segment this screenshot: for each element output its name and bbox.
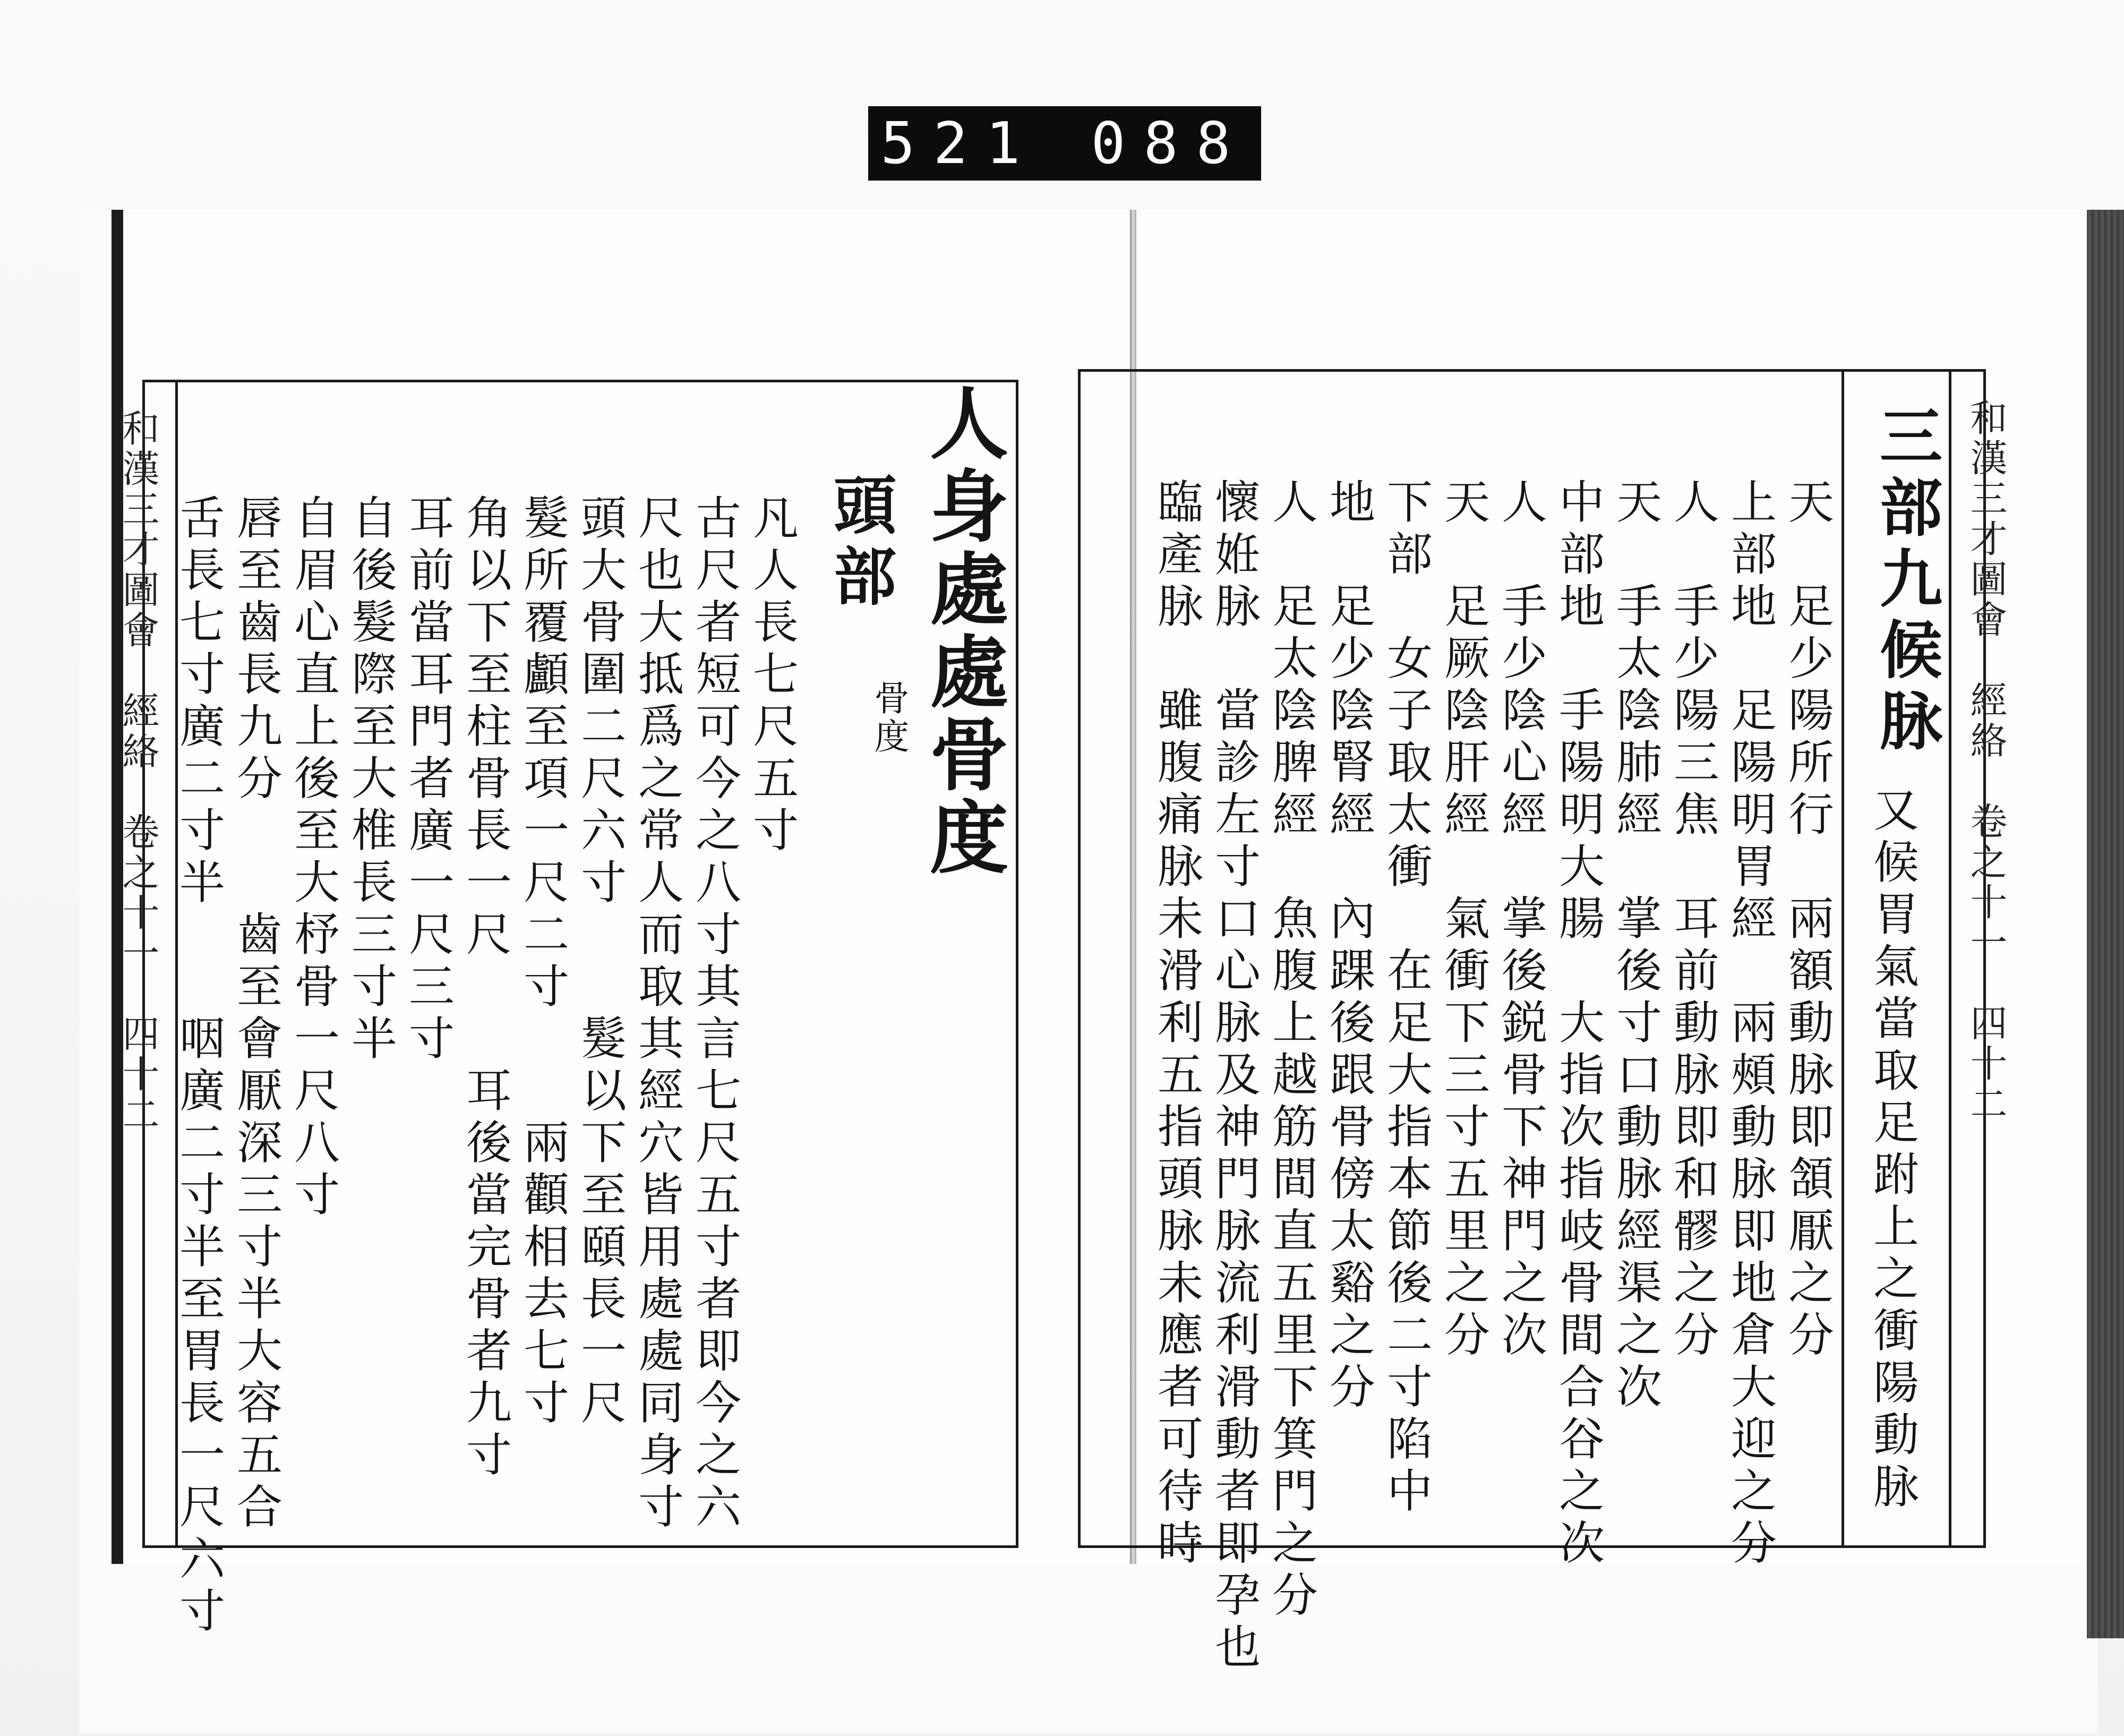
archive-label: 521 088 [868,106,1261,181]
right-column-divider [1842,369,1844,1548]
text-column: 懷姙脉 當診左寸口心脉及神門脉流利滑動者即孕也 [1207,478,1260,1675]
text-column: 地 足少陰腎經 內踝後跟骨傍太谿之分 [1322,478,1375,1415]
text-column: 角以下至柱骨長一尺 耳後當完骨者九寸 [458,494,511,1483]
text-column: 人 手少陰心經 掌後鋭骨下神門之次 [1494,478,1547,1363]
text-column: 古尺者短可今之八寸其言七尺五寸者即今之六 [688,494,741,1535]
text-column: 人 足太陰脾經 魚腹上越筋間直五里下箕門之分 [1264,478,1317,1623]
text-column: 自眉心直上後至大杼骨一尺八寸 [286,494,339,1222]
text-column: 唇至齒長九分 齒至會厭深三寸半大容五合 [229,494,282,1535]
text-column: 上部地 足陽明胃經 兩頰動脉即地倉大迎之分 [1723,478,1776,1571]
left-margin-caption: 和漢三才圖會 經絡 卷之十一 四十二 [116,409,160,1135]
page-edge-stack [2087,210,2124,1638]
text-column: 耳前當耳門者廣一尺三寸 [401,494,454,1066]
text-column: 頭大骨圍二尺六寸 髮以下至頤長一尺 [573,494,626,1431]
right-margin-caption: 和漢三才圖會 經絡 卷之十一 四十二 [1964,398,2008,1125]
text-column: 天 足厥陰肝經 氣衝下三寸五里之分 [1436,478,1489,1363]
text-column: 天 手太陰肺經 掌後寸口動脉經渠之次 [1608,478,1661,1415]
text-column: 髮所覆顱至項一尺二寸 兩顴相去七寸 [516,494,569,1431]
text-column: 臨產脉 雖腹痛脉未滑利五指頭脉未應者可待時 [1150,478,1203,1571]
text-column: 舌長七寸廣二寸半 咽廣二寸半至胃長一尺六寸 [172,494,225,1639]
text-column: 尺也大抵爲之常人而取其經穴皆用處處同身寸 [630,494,683,1535]
text-column: 凡人長七尺五寸 [745,494,798,858]
text-column: 自後髮際至大椎長三寸半 [344,494,397,1066]
right-page-title: 三部九候脉 [1869,404,1943,759]
text-column: 中部地 手陽明大腸 大指次指岐骨間合谷之次 [1551,478,1604,1571]
text-column: 下部 女子取太衝 在足大指本節後二寸陷中 [1379,478,1432,1519]
right-margin-divider [1949,369,1951,1548]
section-heading: 頭部 [823,473,897,615]
section-sub-label: 骨度 [868,680,909,756]
right-page-intro: 又候胃氣當取足跗上之衝陽動脉 [1865,786,1919,1515]
text-column: 人 手少陽三焦 耳前動脉即和髎之分 [1666,478,1719,1363]
text-column: 天 足少陽所行 兩額動脉即頷厭之分 [1780,478,1834,1363]
left-page-title: 人身處處骨度 [917,382,1009,879]
